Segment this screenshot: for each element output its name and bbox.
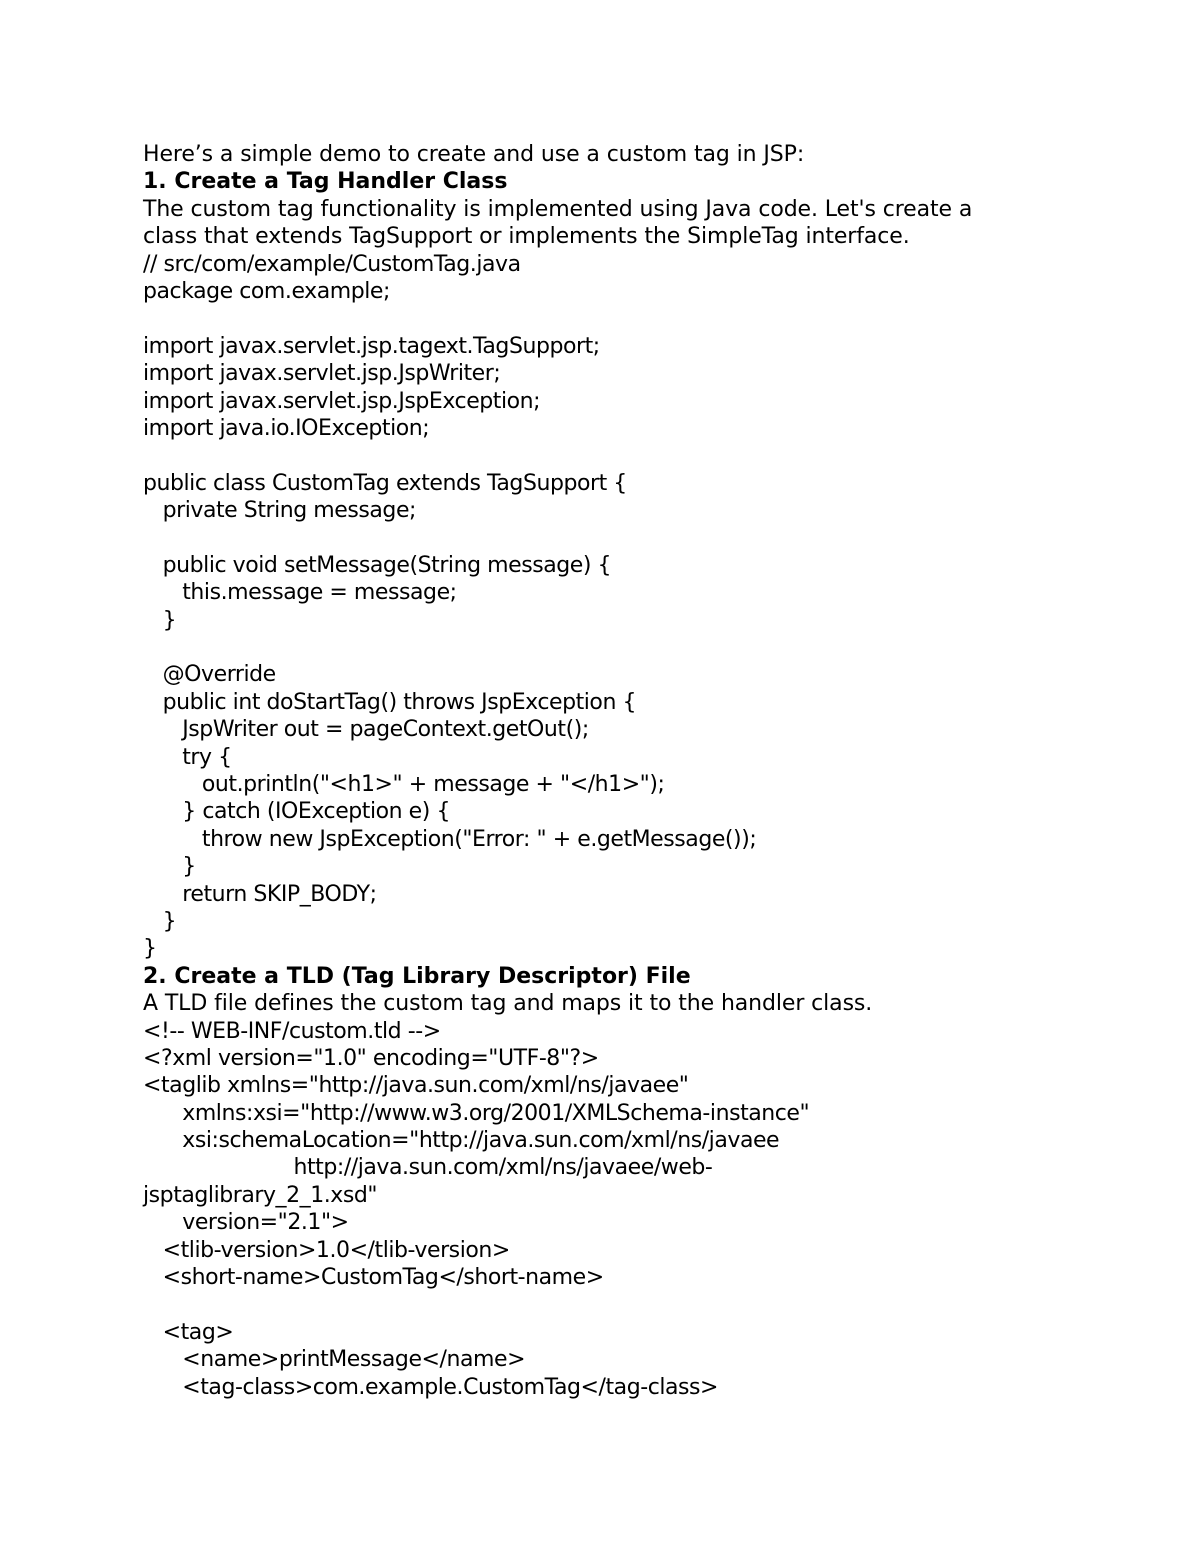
- code-line: http://java.sun.com/xml/ns/javaee/web-: [143, 1155, 713, 1181]
- code-line: }: [143, 936, 157, 962]
- code-line: [143, 1291, 1143, 1318]
- code-line: return SKIP_BODY;: [143, 881, 377, 907]
- code-line: }: [143, 854, 196, 880]
- code-line: [143, 524, 1143, 551]
- java-code-block: [143, 251, 1143, 963]
- code-line: import javax.servlet.jsp.JspException;: [143, 388, 541, 414]
- code-line: <tag>: [143, 1319, 234, 1345]
- code-line: public void setMessage(String message) {: [143, 552, 612, 578]
- code-line: xmlns:xsi="http://www.w3.org/2001/XMLSchema-instance": [143, 1100, 810, 1126]
- section-2-paragraph-line: A TLD file defines the custom tag and maps it to the handler class.: [143, 991, 873, 1017]
- code-line: xsi:schemaLocation="http://java.sun.com/xml/ns/javaee: [143, 1128, 780, 1154]
- code-line: import javax.servlet.jsp.JspWriter;: [143, 361, 501, 387]
- code-line: }: [143, 607, 177, 633]
- section-1-paragraph-line: class that extends TagSupport or implements the SimpleTag interface.: [143, 224, 910, 250]
- code-line: out.println("<h1>" + message + "</h1>");: [143, 771, 665, 797]
- code-line: throw new JspException("Error: " + e.getMessage());: [143, 826, 757, 852]
- code-line: private String message;: [143, 498, 416, 524]
- code-line: @Override: [143, 662, 276, 688]
- code-line: jsptaglibrary_2_1.xsd": [143, 1182, 378, 1208]
- code-line: <short-name>CustomTag</short-name>: [143, 1265, 604, 1291]
- code-line: [143, 442, 1143, 469]
- code-line: <tlib-version>1.0</tlib-version>: [143, 1237, 510, 1263]
- section-2-heading: 2. Create a TLD (Tag Library Descriptor) File: [143, 963, 691, 989]
- code-line: public class CustomTag extends TagSupport {: [143, 470, 627, 496]
- code-line: import javax.servlet.jsp.tagext.TagSupport;: [143, 333, 600, 359]
- code-line: version="2.1">: [143, 1210, 349, 1236]
- section-1-heading: 1. Create a Tag Handler Class: [143, 169, 508, 195]
- code-line: JspWriter out = pageContext.getOut();: [143, 717, 589, 743]
- xml-code-block: [143, 1018, 1143, 1401]
- code-line: import java.io.IOException;: [143, 415, 430, 441]
- code-line: <!-- WEB-INF/custom.tld -->: [143, 1018, 441, 1044]
- code-line: try {: [143, 744, 232, 770]
- document-page: [143, 141, 1143, 1401]
- code-line: public int doStartTag() throws JspException {: [143, 689, 637, 715]
- code-line: }: [143, 908, 177, 934]
- code-line: package com.example;: [143, 278, 390, 304]
- intro-text: Here’s a simple demo to create and use a custom tag in JSP:: [143, 142, 805, 167]
- code-line: <?xml version="1.0" encoding="UTF-8"?>: [143, 1045, 599, 1071]
- code-line: <tag-class>com.example.CustomTag</tag-class>: [143, 1374, 719, 1400]
- code-line: } catch (IOException e) {: [143, 799, 450, 825]
- code-line: // src/com/example/CustomTag.java: [143, 251, 521, 277]
- code-line: [143, 634, 1143, 661]
- section-1-paragraph-line: The custom tag functionality is implemented using Java code. Let's create a: [143, 196, 973, 222]
- code-line: <name>printMessage</name>: [143, 1347, 526, 1373]
- code-line: [143, 305, 1143, 332]
- code-line: this.message = message;: [143, 580, 457, 606]
- code-line: <taglib xmlns="http://java.sun.com/xml/ns/javaee": [143, 1073, 689, 1099]
